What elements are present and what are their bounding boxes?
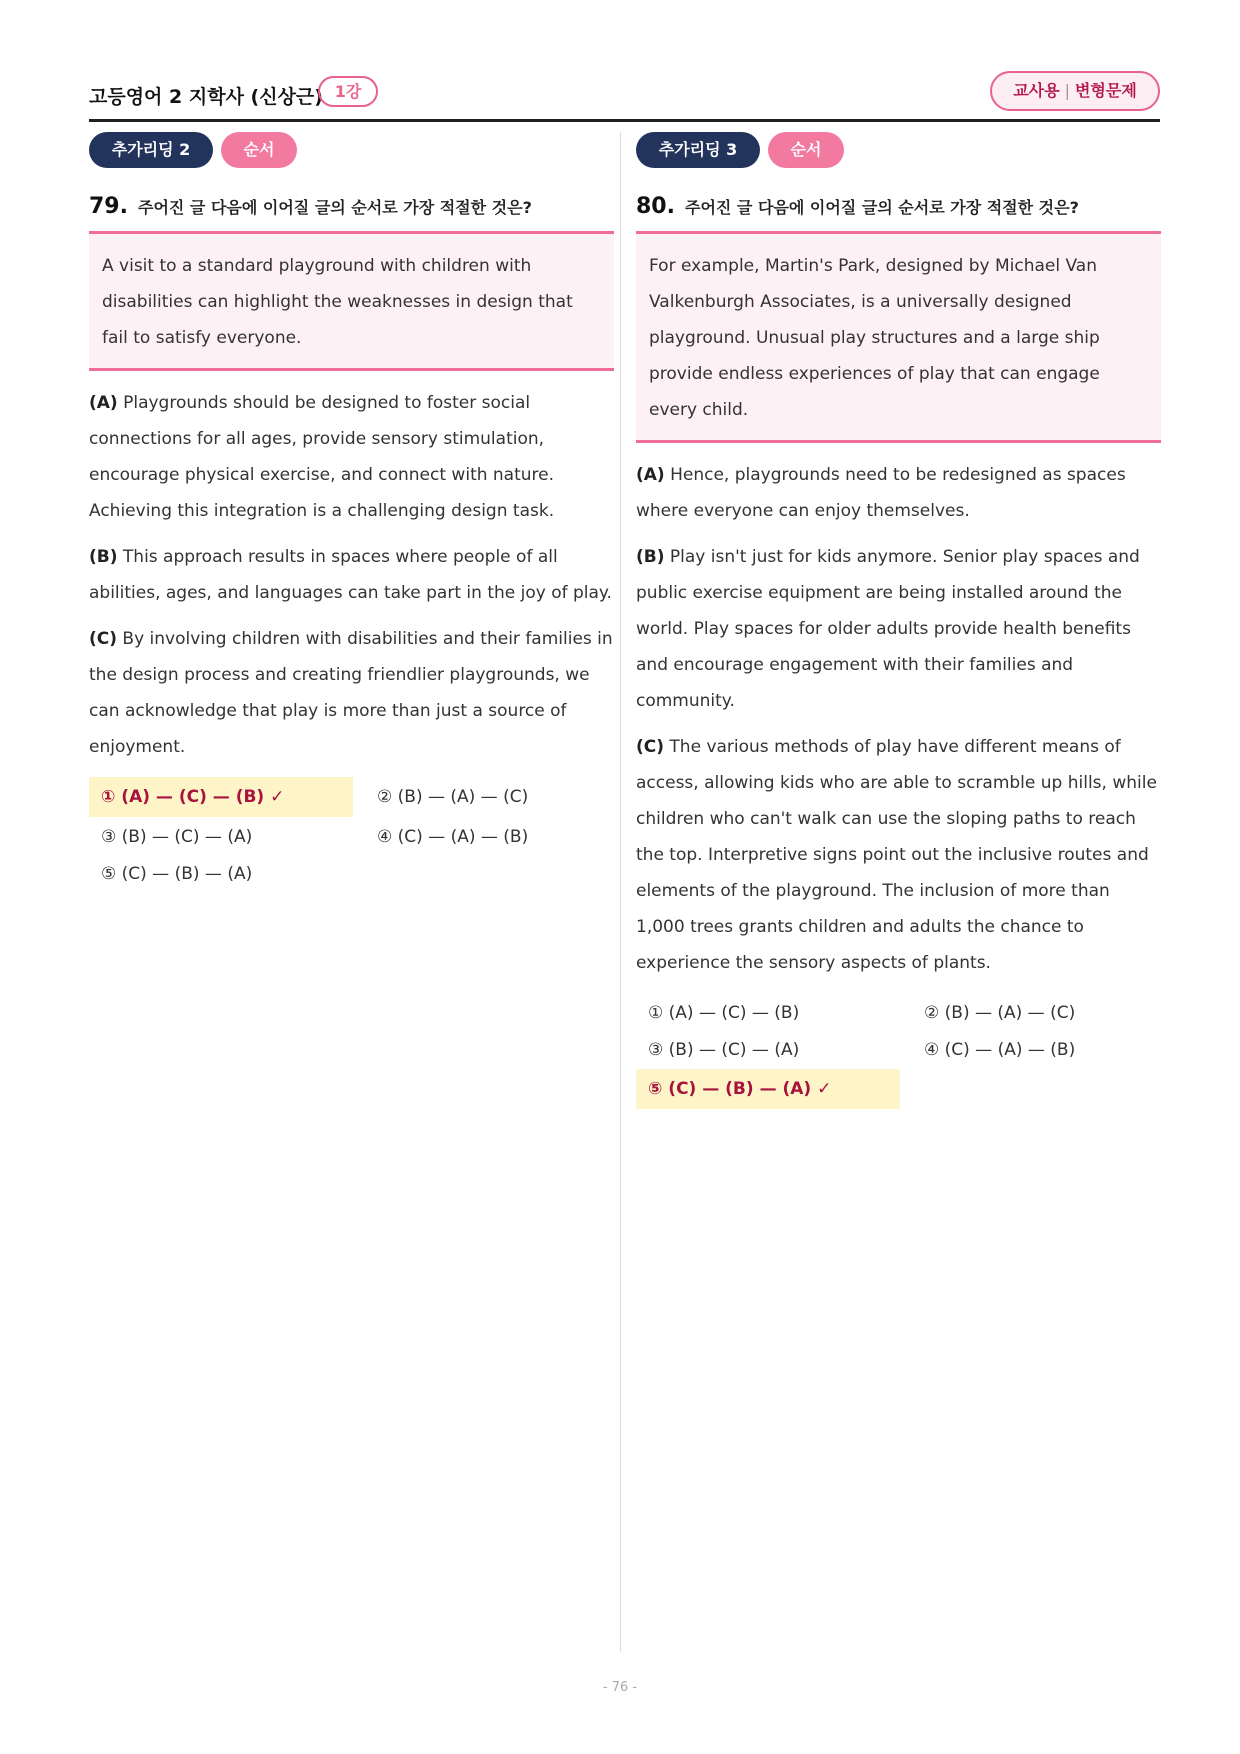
question-tags <box>636 132 1161 168</box>
page-number: - 76 - <box>602 1680 638 1695</box>
paragraph-label: (B) <box>636 547 665 567</box>
choice-3[interactable]: ③ (B) — (C) — (A) <box>101 827 253 847</box>
choice-2[interactable]: ② (B) — (A) — (C) <box>924 1003 1076 1023</box>
question-number: 80. <box>636 194 675 219</box>
reading-tag: 추가리딩 3 <box>636 132 760 168</box>
paragraph-c <box>636 729 1161 981</box>
paragraph-c <box>89 621 614 765</box>
paragraph-label: (C) <box>636 737 665 757</box>
question-prompt: 주어진 글 다음에 이어질 글의 순서로 가장 적절한 것은? <box>684 198 1079 217</box>
question-79 <box>89 132 614 897</box>
paragraph-b <box>636 539 1161 719</box>
type-tag: 순서 <box>768 132 844 168</box>
answer-choices <box>636 993 1161 1113</box>
paragraph-label: (B) <box>89 547 118 567</box>
given-passage: For example, Martin's Park, designed by Michael Van Valkenburgh Associates, is a universally designed playground. Unusual play structures and a large ship provide endless experiences of play that can engage every child. <box>636 231 1161 443</box>
question-prompt: 주어진 글 다음에 이어질 글의 순서로 가장 적절한 것은? <box>137 198 532 217</box>
choice-4[interactable]: ④ (C) — (A) — (B) <box>377 827 529 847</box>
choice-5-correct[interactable]: ⑤ (C) — (B) — (A) ✓ <box>636 1069 900 1109</box>
paragraph-label: (C) <box>89 629 118 649</box>
question-number: 79. <box>89 194 128 219</box>
paragraph-b <box>89 539 614 611</box>
choice-1[interactable]: ① (A) — (C) — (B) <box>648 1003 800 1023</box>
type-label: 변형문제 <box>1074 81 1137 100</box>
lesson-badge: 1강 <box>318 76 378 107</box>
textbook-title: 고등영어 2 지학사 (신상근) <box>89 86 323 108</box>
paragraph-a <box>636 457 1161 529</box>
choice-3[interactable]: ③ (B) — (C) — (A) <box>648 1040 800 1060</box>
answer-choices <box>89 777 614 897</box>
question-80 <box>636 132 1161 1113</box>
role-label: 교사용 <box>1013 81 1060 100</box>
question-line <box>636 194 1161 222</box>
paragraph-label: (A) <box>636 465 665 485</box>
choice-2[interactable]: ② (B) — (A) — (C) <box>377 787 529 807</box>
given-passage: A visit to a standard playground with children with disabilities can highlight the weaknesses in design that fail to satisfy everyone. <box>89 231 614 371</box>
question-line <box>89 194 614 222</box>
column-divider <box>620 132 621 1652</box>
paragraph-text: This approach results in spaces where people of all abilities, ages, and languages can take part in the joy of play. <box>89 547 612 603</box>
type-tag: 순서 <box>221 132 297 168</box>
choice-5[interactable]: ⑤ (C) — (B) — (A) <box>101 864 253 884</box>
paragraph-text: Hence, playgrounds need to be redesigned as spaces where everyone can enjoy themselves. <box>636 465 1126 521</box>
page-header <box>89 70 1160 118</box>
badge-separator: | <box>1064 81 1070 100</box>
reading-tag: 추가리딩 2 <box>89 132 213 168</box>
header-rule <box>89 119 1160 122</box>
choice-1-correct[interactable]: ① (A) — (C) — (B) ✓ <box>89 777 353 817</box>
question-tags <box>89 132 614 168</box>
paragraph-label: (A) <box>89 393 118 413</box>
teacher-edition-badge <box>990 71 1160 111</box>
paragraph-text: Playgrounds should be designed to foster social connections for all ages, provide sensory stimulation, encourage physical exercise, and connect with nature. Achieving this integration is a challenging design task. <box>89 393 555 521</box>
paragraph-text: By involving children with disabilities and their families in the design process and creating friendlier playgrounds, we can acknowledge that play is more than just a source of enjoyment. <box>89 629 613 757</box>
choice-4[interactable]: ④ (C) — (A) — (B) <box>924 1040 1076 1060</box>
paragraph-text: Play isn't just for kids anymore. Senior play spaces and public exercise equipment are being installed around the world. Play spaces for older adults provide health benefits and encourage engagement with their families and community. <box>636 547 1140 711</box>
paragraph-text: The various methods of play have different means of access, allowing kids who are able to scramble up hills, while children who can't walk can use the sloping paths to reach the top. Interpretive signs point out the inclusive routes and elements of the playground. The inclusion of more than 1,000 trees grants children and adults the chance to experience the sensory aspects of plants. <box>636 737 1157 973</box>
paragraph-a <box>89 385 614 529</box>
